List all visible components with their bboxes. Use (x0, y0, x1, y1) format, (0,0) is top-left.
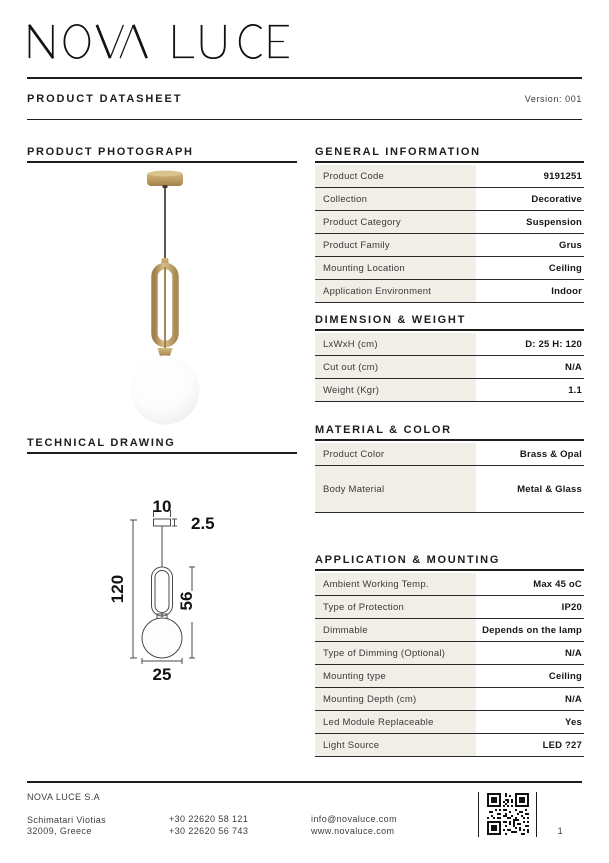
row-label: Led Module Replaceable (315, 711, 476, 733)
phone-number-1: +30 22620 58 121 (169, 814, 249, 824)
row-value: IP20 (561, 601, 582, 613)
company-name: NOVA LUCE S.A (27, 792, 101, 802)
row-label: LxWxH (cm) (315, 333, 476, 355)
table-row (315, 280, 584, 303)
header-divider-bottom (27, 119, 582, 120)
header-divider-top (27, 77, 582, 79)
row-value: Indoor (551, 285, 582, 297)
spec-table (315, 333, 584, 402)
section-dimension-weight (315, 315, 584, 402)
page-number: 1 (557, 825, 563, 836)
dim-total-height: 120 (108, 574, 127, 604)
row-value: Decorative (531, 193, 582, 205)
row-value: Depends on the lamp (482, 624, 582, 636)
table-row (315, 619, 584, 642)
table-row (315, 443, 584, 466)
footer-qr-block (478, 792, 582, 837)
address-line-1: Schimatari Viotias (27, 814, 107, 825)
row-label: Type of Protection (315, 596, 476, 618)
row-label: Product Family (315, 234, 476, 256)
row-label: Product Category (315, 211, 476, 233)
row-label: Ambient Working Temp. (315, 573, 476, 595)
row-value: Brass & Opal (519, 448, 582, 460)
footer (27, 792, 582, 838)
footer-company-block (27, 792, 169, 838)
phone-number-2: +30 22620 56 743 (169, 825, 249, 836)
row-value: Yes (565, 716, 582, 728)
section-title: MATERIAL & COLOR (315, 425, 584, 441)
version-label: Version: 001 (524, 94, 582, 104)
row-label: Product Color (315, 443, 476, 465)
table-row (315, 665, 584, 688)
row-value: D: 25 H: 120 (525, 338, 582, 350)
product-photo (27, 166, 297, 434)
row-label: Cut out (cm) (315, 356, 476, 378)
row-value: N/A (565, 647, 582, 659)
table-row (315, 466, 584, 513)
technical-drawing (27, 454, 297, 684)
section-general-information (315, 147, 584, 303)
table-row (315, 642, 584, 665)
row-label: Product Code (315, 165, 476, 187)
table-row (315, 573, 584, 596)
qr-divider-right (536, 792, 537, 837)
section-title: APPLICATION & MOUNTING (315, 555, 584, 571)
dim-fixture-height: 56 (177, 591, 196, 611)
row-value: Ceiling (548, 670, 582, 682)
row-label: Application Environment (315, 280, 476, 302)
row-value: LED ?27 (542, 739, 582, 751)
row-value: 9191251 (543, 170, 582, 182)
section-title: GENERAL INFORMATION (315, 147, 584, 163)
row-label: Mounting Depth (cm) (315, 688, 476, 710)
table-row (315, 188, 584, 211)
section-title: DIMENSION & WEIGHT (315, 315, 584, 331)
dim-canopy-width: 10 (152, 497, 172, 516)
spec-table (315, 443, 584, 513)
spec-table (315, 573, 584, 757)
left-column (27, 147, 297, 684)
table-row (315, 211, 584, 234)
dim-canopy-height: 2.5 (191, 514, 215, 533)
dim-shade-diameter: 25 (152, 665, 172, 684)
table-row (315, 711, 584, 734)
email-link[interactable]: info@novaluce.com (311, 814, 397, 824)
qr-code-icon (487, 793, 529, 835)
row-value: N/A (565, 361, 582, 373)
website-link[interactable]: www.novaluce.com (311, 825, 395, 836)
row-value: Ceiling (548, 262, 582, 274)
table-row (315, 356, 584, 379)
section-application-mounting (315, 555, 584, 757)
row-label: Dimmable (315, 619, 476, 641)
drawing-section-title: TECHNICAL DRAWING (27, 438, 297, 454)
table-row (315, 257, 584, 280)
spec-table (315, 165, 584, 303)
table-row (315, 688, 584, 711)
table-row (315, 234, 584, 257)
row-value: 1.1 (568, 384, 582, 396)
row-label: Mounting Location (315, 257, 476, 279)
row-label: Type of Dimming (Optional) (315, 642, 476, 664)
row-label: Weight (Kgr) (315, 379, 476, 401)
table-row (315, 165, 584, 188)
section-material-color (315, 425, 584, 513)
qr-divider-left (478, 792, 479, 837)
document-titlebar (27, 93, 582, 105)
row-value: N/A (565, 693, 582, 705)
row-value: Grus (559, 239, 582, 251)
footer-divider (27, 781, 582, 783)
address-line-2: 32009, Greece (27, 826, 92, 836)
document-title: PRODUCT DATASHEET (27, 93, 183, 105)
table-row (315, 333, 584, 356)
table-row (315, 379, 584, 402)
table-row (315, 734, 584, 757)
spec-tables (315, 147, 584, 757)
row-value: Suspension (526, 216, 582, 228)
row-label: Collection (315, 188, 476, 210)
row-label: Mounting type (315, 665, 476, 687)
footer-web-block (311, 792, 441, 837)
row-value: Max 45 oC (533, 578, 582, 590)
brand-logo (27, 23, 293, 60)
row-label: Light Source (315, 734, 476, 756)
photograph-section-title: PRODUCT PHOTOGRAPH (27, 147, 297, 163)
table-row (315, 596, 584, 619)
row-label: Body Material (315, 466, 476, 512)
footer-phone-block (169, 792, 311, 837)
row-value: Metal & Glass (517, 483, 582, 495)
